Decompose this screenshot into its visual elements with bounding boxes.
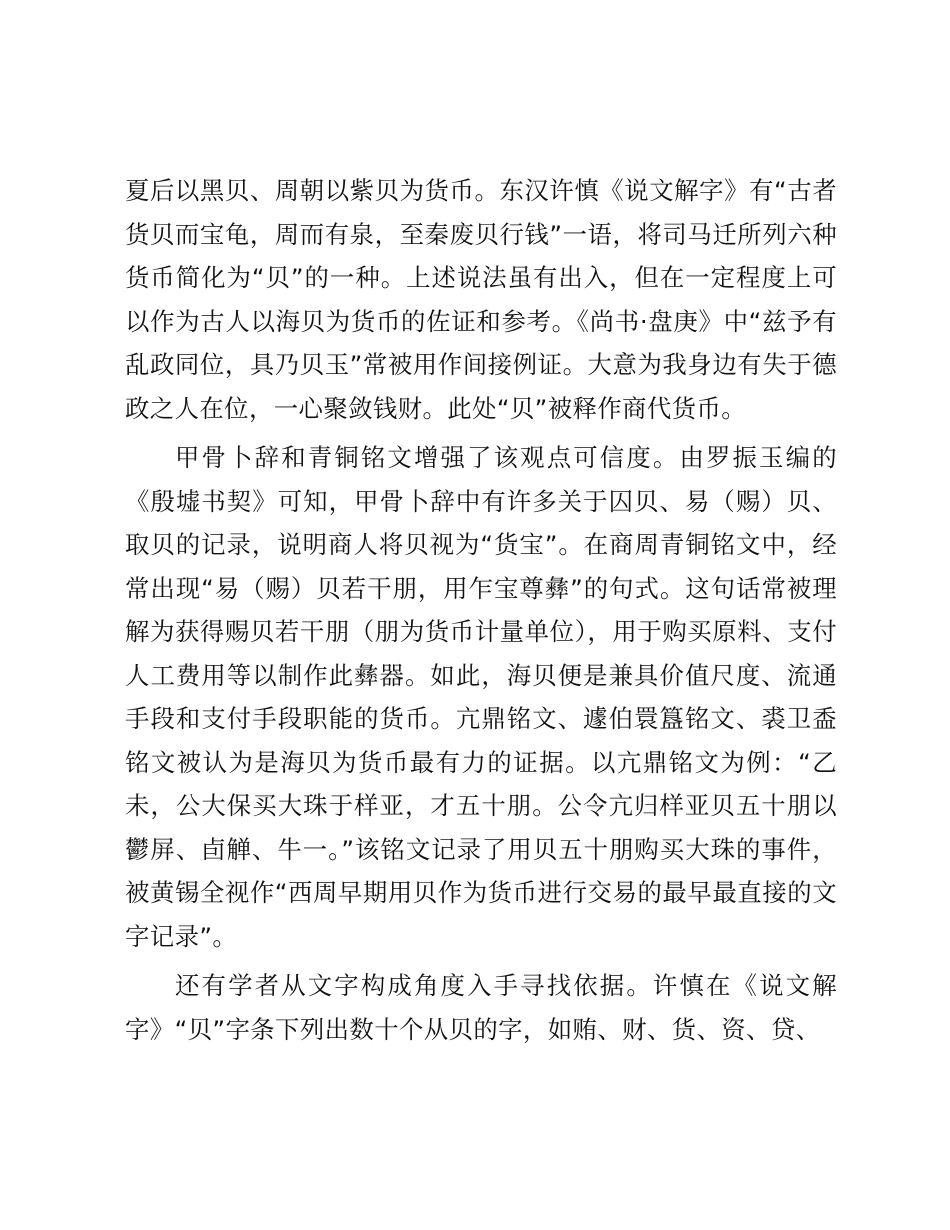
paragraph-2: 甲骨卜辞和青铜铭文增强了该观点可信度。由罗振玉编的《殷墟书契》可知，甲骨卜辞中有许多关于囚贝、易（赐）贝、取贝的记录，说明商人将贝视为“货宝”。在商周青铜铭文中，经常出现“易（赐）贝若干朋，用乍宝尊彝”的句式。这句话常被理解为获得赐贝若干朋（朋为货币计量单位），用于购买原料、支付人工费用等以制作此彝器。如此，海贝便是兼具价值尺度、流通手段和支付手段职能的货币。亢鼎铭文、遽伯睘簋铭文、裘卫盉铭文被认为是海贝为货币最有力的证据。以亢鼎铭文为例：“乙未，公大保买大珠于样亚，才五十朋。公令亢归样亚贝五十朋以鬱屏、卣觯、牛一。”该铭文记录了用贝五十朋购买大珠的事件，被黄锡全视作“西周早期用贝作为货币进行交易的最早最直接的文字记录”。 bbox=[125, 443, 837, 951]
paragraph-1: 夏后以黑贝、周朝以紫贝为货币。东汉许慎《说文解字》有“古者货贝而宝龟，周而有泉，至秦废贝行钱”一语，将司马迁所列六种货币简化为“贝”的一种。上述说法虽有出入，但在一定程度上可以作为古人以海贝为货币的佐证和参考。《尚书·盘庚》中“兹予有乱政同位，具乃贝玉”常被用作间接例证。大意为我身边有失于德政之人在位，一心聚敛钱财。此处“贝”被释作商代货币。 bbox=[125, 176, 837, 423]
paragraph-3: 还有学者从文字构成角度入手寻找依据。许慎在《说文解字》“贝”字条下列出数十个从贝的字，如贿、财、货、资、贷、 bbox=[125, 971, 837, 1044]
body-text bbox=[125, 169, 837, 1051]
